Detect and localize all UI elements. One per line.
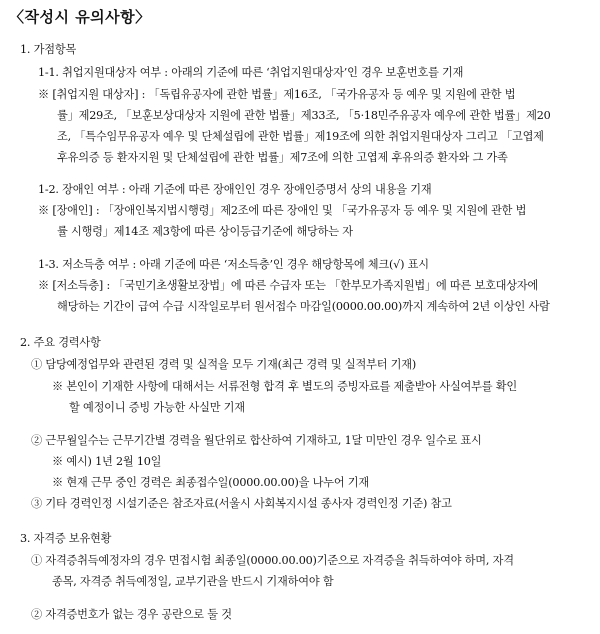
note-1-2-line-1: ※ [장애인] : 「장애인복지법시행령」제2조에 따른 장애인 및 「국가유공자 등 예우 및 지원에 관한 법 — [38, 204, 527, 217]
item-1-3: 1-3. 저소득층 여부 : 아래 기준에 따른 ‘저소득층’인 경우 해당항목에 체크(√) 표시 — [38, 258, 429, 271]
section-2-heading: 2. 주요 경력사항 — [20, 336, 101, 349]
note-2-2-current: ※ 현재 근무 중인 경력은 최종접수일(0000.00.00)을 나누어 기재 — [52, 476, 370, 489]
item-2-3: ③ 기타 경력인정 시설기준은 참조자료(서울시 사회복지시설 종사자 경력인정 기준) 참고 — [31, 497, 452, 510]
item-3-2: ② 자격증번호가 없는 경우 공란으로 둘 것 — [31, 608, 232, 621]
section-1-heading: 1. 가점항목 — [20, 43, 77, 56]
note-2-1-line-2: 할 예정이니 증빙 가능한 사실만 기재 — [69, 401, 245, 414]
page-title: 〈작성시 유의사항〉 — [9, 8, 151, 26]
item-1-1: 1-1. 취업지원대상자 여부 : 아래의 기준에 따른 ‘취업지원대상자’인 경우 보훈번호를 기재 — [38, 66, 464, 79]
note-1-3-line-2: 해당하는 기간이 급여 수급 시작일로부터 원서접수 마감일(0000.00.00)까지 계속하여 2년 이상인 사람 — [57, 300, 550, 313]
note-2-2-example: ※ 예시) 1년 2월 10일 — [52, 455, 162, 468]
note-1-3-line-1: ※ [저소득층] : 「국민기초생활보장법」에 따른 수급자 또는 「한부모가족지원법」에 따른 보호대상자에 — [38, 279, 539, 292]
note-1-1-line-3: 조, 「특수임무유공자 예우 및 단체설립에 관한 법률」제19조에 의한 취업지원대상자 그리고 「고엽제 — [57, 130, 544, 143]
item-3-1-line-1: ① 자격증취득예정자의 경우 면접시험 최종일(0000.00.00)기준으로 자격증을 취득하여야 하며, 자격 — [31, 554, 514, 567]
item-1-2: 1-2. 장애인 여부 : 아래 기준에 따른 장애인인 경우 장애인증명서 상의 내용을 기재 — [38, 183, 432, 196]
note-1-1-line-1: ※ [취업지원 대상자] : 「독립유공자에 관한 법률」제16조, 「국가유공자 등 예우 및 지원에 관한 법 — [38, 88, 516, 101]
item-2-1: ① 담당예정업무와 관련된 경력 및 실적을 모두 기재(최근 경력 및 실적부터 기재) — [31, 358, 417, 371]
note-2-1-line-1: ※ 본인이 기재한 사항에 대해서는 서류전형 합격 후 별도의 증빙자료를 제출받아 사실여부를 확인 — [52, 380, 517, 393]
item-3-1-line-2: 종목, 자격증 취득예정일, 교부기관을 반드시 기재하여야 함 — [52, 575, 334, 588]
note-1-2-line-2: 률 시행령」제14조 제3항에 따른 상이등급기준에 해당하는 자 — [57, 225, 353, 238]
section-3-heading: 3. 자격증 보유현황 — [20, 532, 112, 545]
item-2-2: ② 근무월일수는 근무기간별 경력을 월단위로 합산하여 기재하고, 1달 미만인 경우 일수로 표시 — [31, 434, 482, 447]
note-1-1-line-2: 률」제29조, 「보훈보상대상자 지원에 관한 법률」제33조, 「5·18민주유공자 예우에 관한 법률」제20 — [57, 109, 551, 122]
note-1-1-line-4: 후유의증 등 환자지원 및 단체설립에 관한 법률」제7조에 의한 고엽제 후유의증 환자와 그 가족 — [57, 151, 508, 164]
